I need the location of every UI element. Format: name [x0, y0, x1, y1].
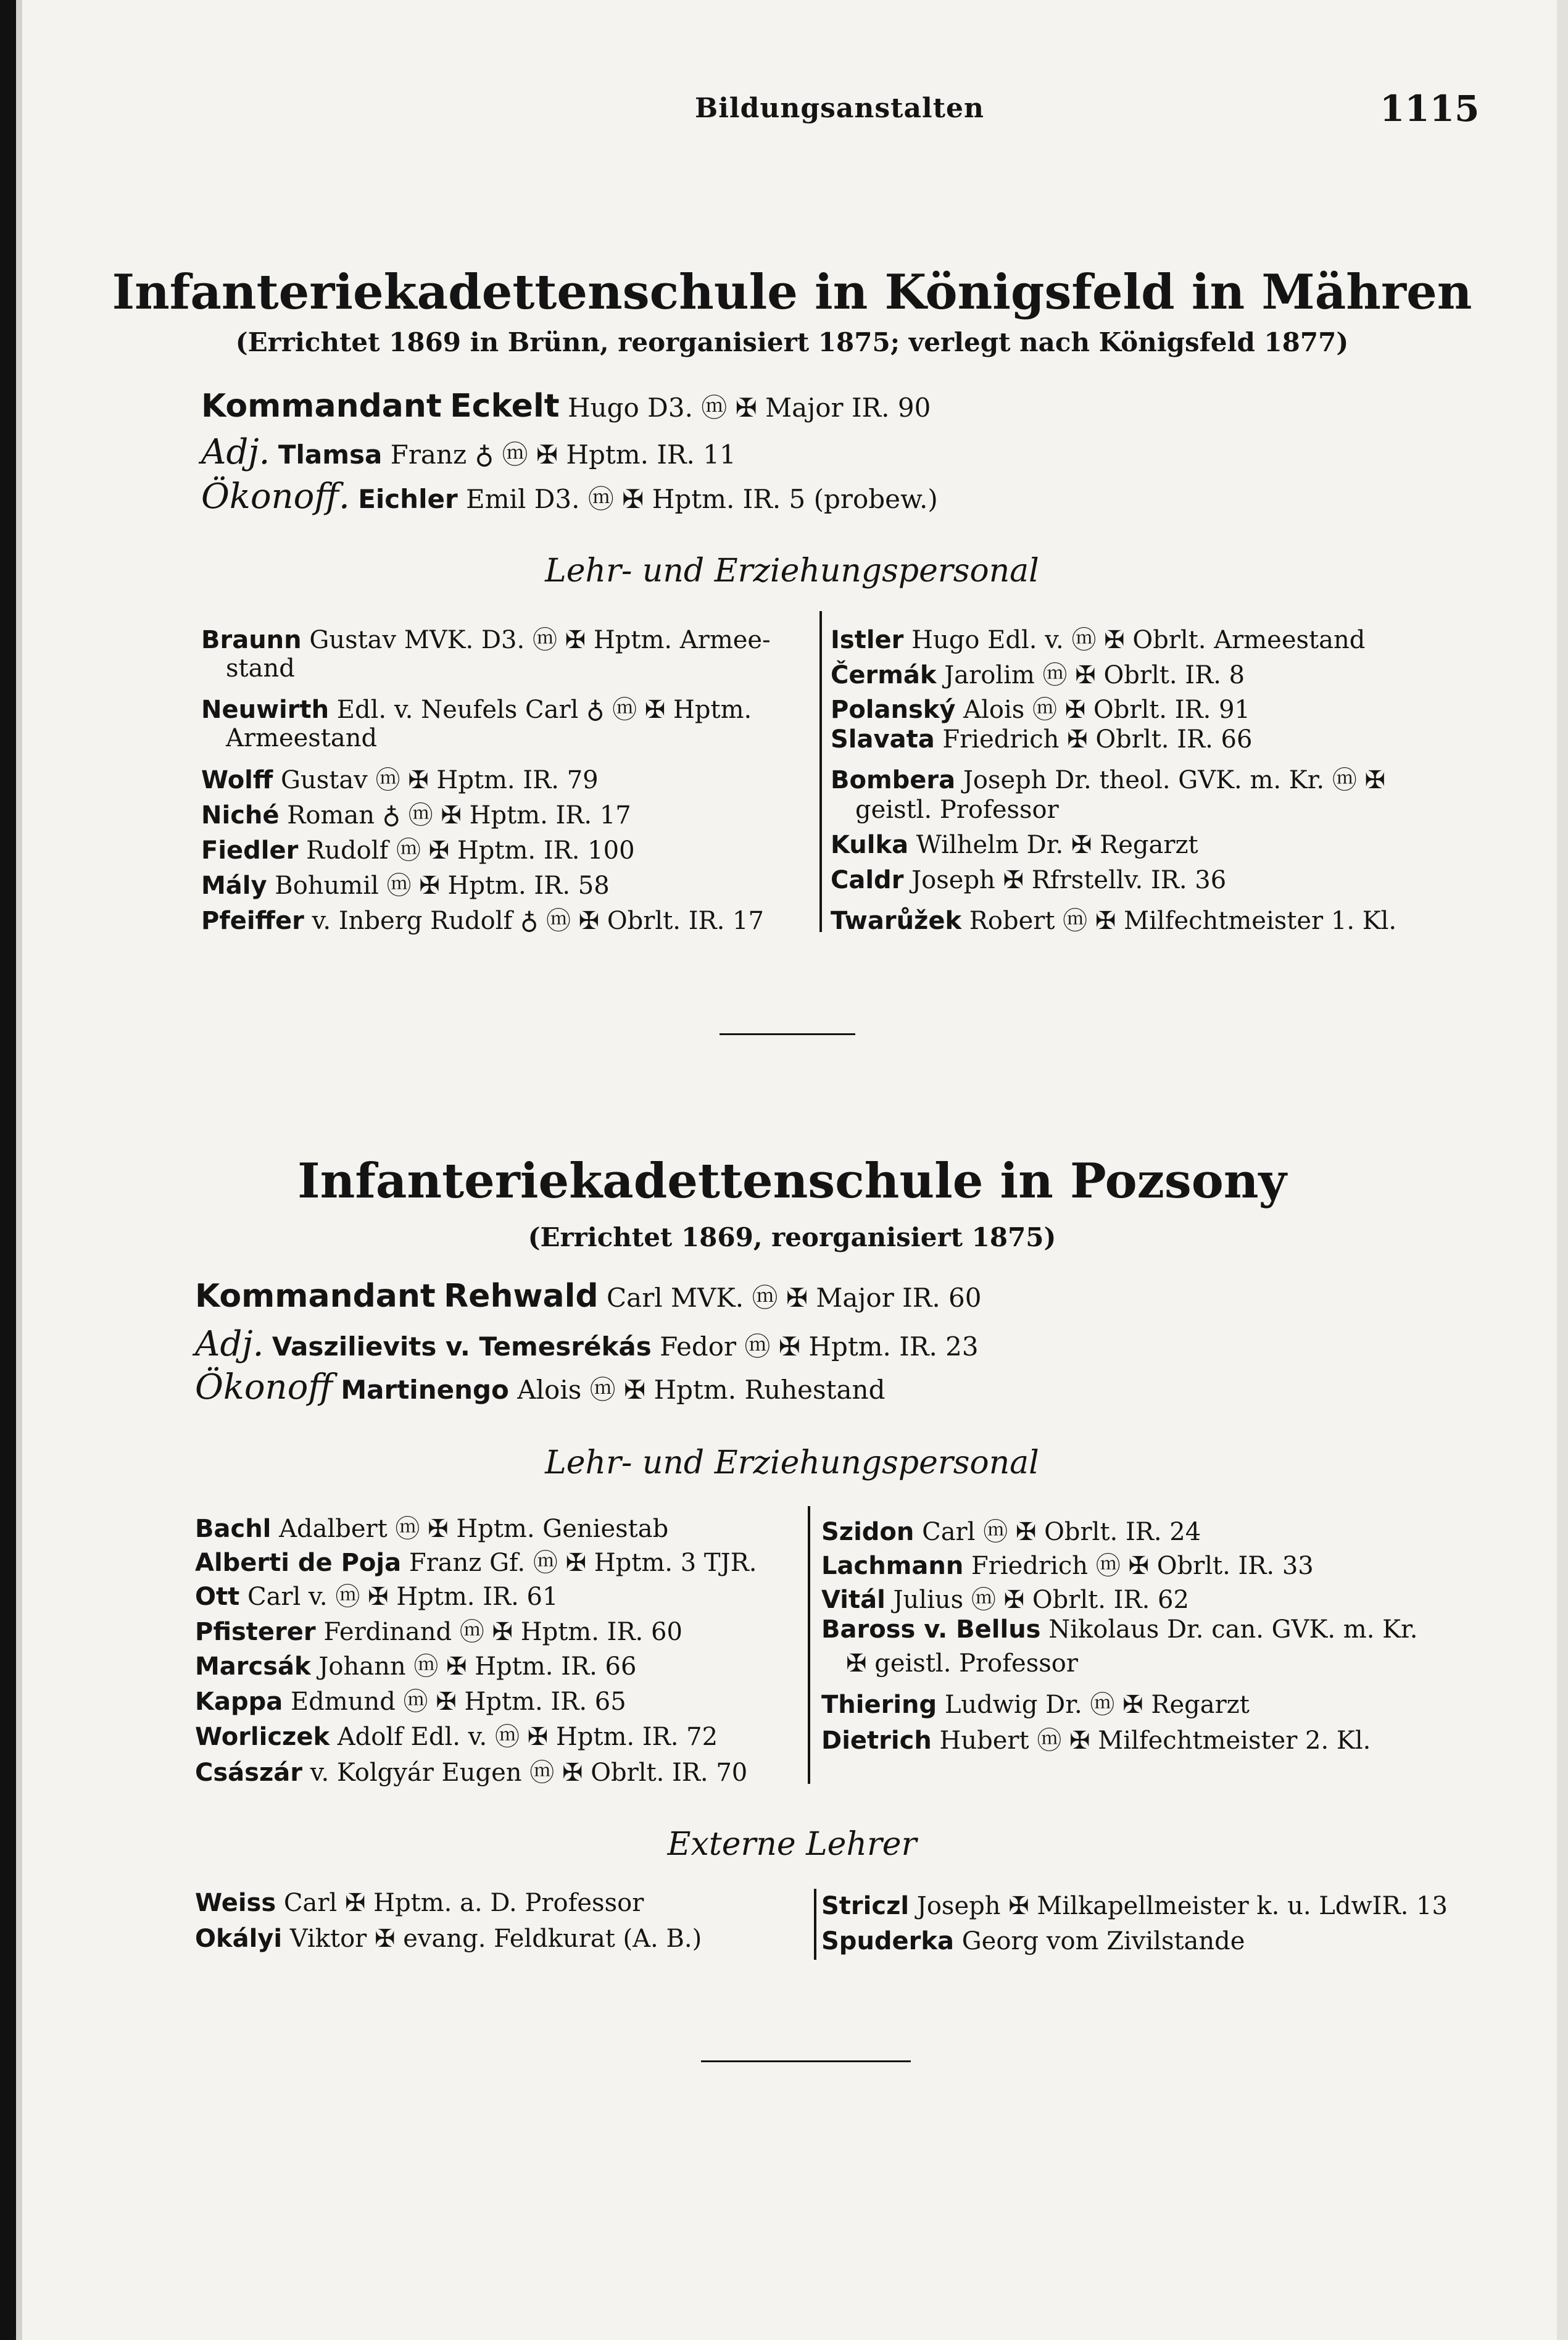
- list-item: Okályi Viktor ✠ evang. Feldkurat (A. B.): [195, 1925, 702, 1953]
- school2-adjutant: Adj. Vaszilievits v. Temesrékás Fedor ⓜ ✠ Hptm. IR. 23: [195, 1324, 979, 1364]
- list-item: Worliczek Adolf Edl. v. ⓜ ✠ Hptm. IR. 72: [195, 1723, 718, 1751]
- list-item: Braunn Gustav MVK. D3. ⓜ ✠ Hptm. Armee-: [201, 626, 771, 654]
- list-item: Marcsák Johann ⓜ ✠ Hptm. IR. 66: [195, 1652, 637, 1681]
- list-item: Lachmann Friedrich ⓜ ✠ Obrlt. IR. 33: [821, 1552, 1314, 1580]
- list-item: Weiss Carl ✠ Hptm. a. D. Professor: [195, 1889, 644, 1917]
- list-item: stand: [226, 654, 295, 683]
- list-item: Mály Bohumil ⓜ ✠ Hptm. IR. 58: [201, 872, 610, 900]
- list-item: Istler Hugo Edl. v. ⓜ ✠ Obrlt. Armeestand: [831, 626, 1366, 654]
- list-item: Pfisterer Ferdinand ⓜ ✠ Hptm. IR. 60: [195, 1618, 682, 1646]
- document-page: [16, 0, 1568, 2340]
- list-item: Baross v. Bellus Nikolaus Dr. can. GVK. m. Kr.: [821, 1615, 1418, 1644]
- external-teachers-title: Externe Lehrer: [667, 1826, 917, 1863]
- school2-section-title: Lehr- und Erziehungspersonal: [545, 1444, 1039, 1481]
- list-item: Bachl Adalbert ⓜ ✠ Hptm. Geniestab: [195, 1515, 669, 1543]
- section-separator: [720, 1033, 855, 1035]
- list-item: Spuderka Georg vom Zivilstande: [821, 1927, 1245, 1955]
- list-item: Dietrich Hubert ⓜ ✠ Milfechtmeister 2. Kl.: [821, 1726, 1371, 1755]
- list-item: Niché Roman ♁ ⓜ ✠ Hptm. IR. 17: [201, 801, 631, 830]
- list-item: Ott Carl v. ⓜ ✠ Hptm. IR. 61: [195, 1583, 558, 1611]
- end-separator: [701, 2060, 911, 2062]
- list-item: Caldr Joseph ✠ Rfrstellv. IR. 36: [831, 866, 1227, 894]
- page-number: 1115: [1380, 88, 1480, 130]
- external-column-divider: [814, 1889, 816, 1960]
- list-item: Slavata Friedrich ✠ Obrlt. IR. 66: [831, 725, 1253, 754]
- school2-title: Infanteriekadettenschule in Pozsony: [297, 1153, 1287, 1209]
- list-item: geistl. Professor: [855, 796, 1059, 824]
- running-head: Bildungsanstalten: [695, 93, 985, 124]
- list-item: Twarůžek Robert ⓜ ✠ Milfechtmeister 1. Kl.: [831, 907, 1397, 935]
- list-item: Čermák Jarolim ⓜ ✠ Obrlt. IR. 8: [831, 661, 1245, 689]
- school1-column-divider: [819, 611, 822, 932]
- school2-subtitle: (Errichtet 1869, reorganisiert 1875): [528, 1222, 1056, 1252]
- school2-kommandant: Kommandant Rehwald Carl MVK. ⓜ ✠ Major IR. 60: [195, 1278, 982, 1315]
- school1-subtitle: (Errichtet 1869 in Brünn, reorganisiert 1875; verlegt nach Königsfeld 1877): [235, 327, 1349, 357]
- list-item: Vitál Julius ⓜ ✠ Obrlt. IR. 62: [821, 1586, 1189, 1614]
- list-item: Pfeiffer v. Inberg Rudolf ♁ ⓜ ✠ Obrlt. IR. 17: [201, 907, 764, 935]
- school2-oekonom: Ökonoff Martinengo Alois ⓜ ✠ Hptm. Ruhestand: [195, 1367, 886, 1407]
- list-item: Kappa Edmund ⓜ ✠ Hptm. IR. 65: [195, 1688, 626, 1716]
- school2-column-divider: [808, 1506, 810, 1784]
- list-item: Császár v. Kolgyár Eugen ⓜ ✠ Obrlt. IR. 70: [195, 1759, 748, 1787]
- school1-kommandant: Kommandant Eckelt Hugo D3. ⓜ ✠ Major IR. 90: [201, 388, 931, 425]
- list-item: Wolff Gustav ⓜ ✠ Hptm. IR. 79: [201, 766, 599, 794]
- list-item: Kulka Wilhelm Dr. ✠ Regarzt: [831, 831, 1198, 859]
- list-item: Fiedler Rudolf ⓜ ✠ Hptm. IR. 100: [201, 836, 635, 865]
- list-item: Szidon Carl ⓜ ✠ Obrlt. IR. 24: [821, 1518, 1201, 1546]
- school1-section-title: Lehr- und Erziehungspersonal: [545, 552, 1039, 589]
- list-item: Polanský Alois ⓜ ✠ Obrlt. IR. 91: [831, 696, 1250, 724]
- list-item: ✠ geistl. Professor: [846, 1649, 1078, 1678]
- school1-oekonom: Ökonoff. Eichler Emil D3. ⓜ ✠ Hptm. IR. 5 (probew.): [201, 477, 938, 517]
- list-item: Bombera Joseph Dr. theol. GVK. m. Kr. ⓜ ✠: [831, 766, 1386, 794]
- list-item: Striczl Joseph ✠ Milkapellmeister k. u. LdwIR. 13: [821, 1892, 1448, 1920]
- list-item: Thiering Ludwig Dr. ⓜ ✠ Regarzt: [821, 1691, 1250, 1719]
- list-item: Neuwirth Edl. v. Neufels Carl ♁ ⓜ ✠ Hptm.: [201, 696, 752, 724]
- school1-title: Infanteriekadettenschule in Königsfeld in Mähren: [112, 264, 1472, 320]
- list-item: Alberti de Poja Franz Gf. ⓜ ✠ Hptm. 3 TJR.: [195, 1549, 757, 1577]
- school1-adjutant: Adj. Tlamsa Franz ♁ ⓜ ✠ Hptm. IR. 11: [201, 432, 736, 472]
- list-item: Armeestand: [226, 724, 378, 752]
